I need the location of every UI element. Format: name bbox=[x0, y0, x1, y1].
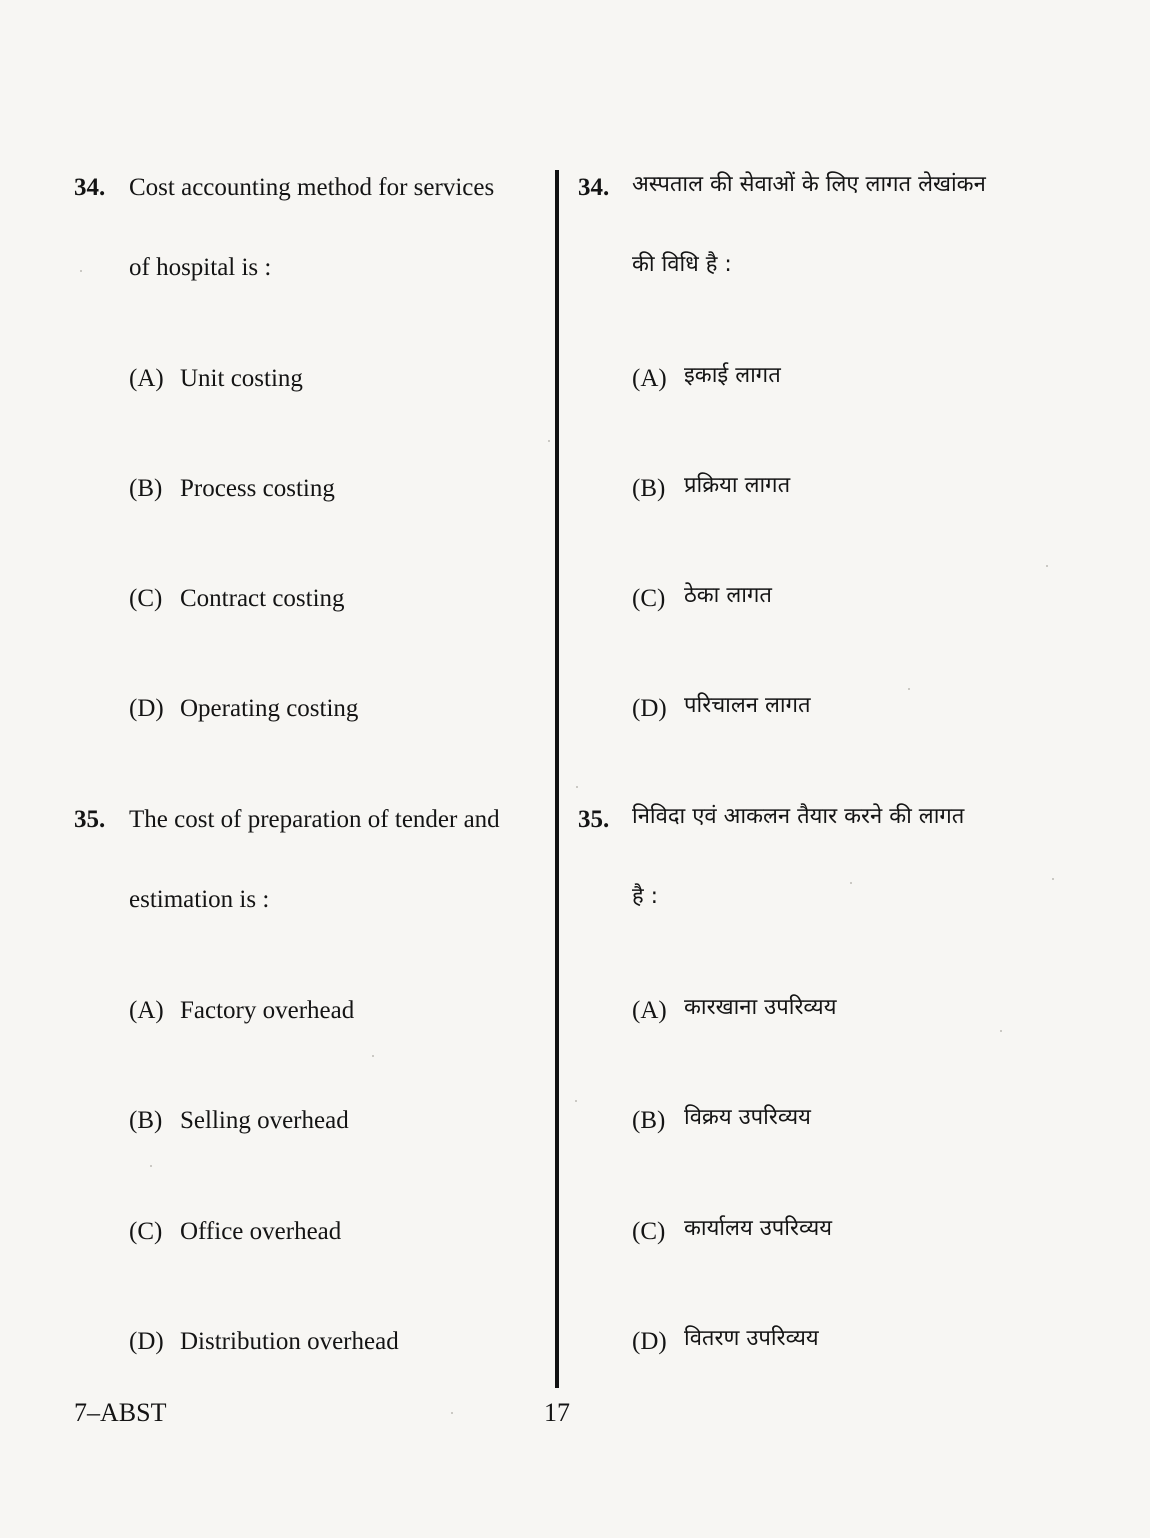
q34-option-c-text-en: Contract costing bbox=[180, 585, 345, 612]
q35-option-c-label-en: (C) bbox=[129, 1218, 163, 1245]
q34-option-c-label-hi: (C) bbox=[632, 585, 666, 612]
q35-option-c-text-en: Office overhead bbox=[180, 1218, 342, 1245]
q35-stem-hi-line2: है : bbox=[632, 884, 659, 909]
q34-option-d-label-hi: (D) bbox=[632, 695, 667, 722]
q35-option-b-text-hi: विक्रय उपरिव्यय bbox=[684, 1105, 811, 1130]
q35-number-hi: 35. bbox=[578, 806, 610, 833]
q34-stem-hi-line1: अस्पताल की सेवाओं के लिए लागत लेखांकन bbox=[632, 172, 986, 197]
scan-speck bbox=[548, 440, 550, 442]
scan-speck bbox=[850, 882, 852, 884]
q34-stem-en-line1: Cost accounting method for services bbox=[129, 174, 495, 201]
q35-option-a-text-hi: कारखाना उपरिव्यय bbox=[684, 995, 837, 1020]
q34-stem-hi-line2: की विधि है : bbox=[632, 252, 732, 277]
q34-option-b-text-hi: प्रक्रिया लागत bbox=[684, 473, 791, 498]
scan-speck bbox=[1052, 878, 1054, 880]
q35-option-a-label-en: (A) bbox=[129, 997, 164, 1024]
scan-speck bbox=[80, 270, 82, 272]
q35-option-d-text-hi: वितरण उपरिव्यय bbox=[684, 1326, 819, 1351]
scan-speck bbox=[575, 1100, 577, 1102]
booklet-code: 7–ABST bbox=[74, 1398, 167, 1427]
q34-option-c-label-en: (C) bbox=[129, 585, 163, 612]
q34-number-en: 34. bbox=[74, 174, 106, 201]
scan-speck bbox=[1000, 1030, 1002, 1032]
q34-option-a-text-en: Unit costing bbox=[180, 365, 303, 392]
q34-option-a-label-en: (A) bbox=[129, 365, 164, 392]
q34-option-b-label-en: (B) bbox=[129, 475, 163, 502]
q34-option-c-text-hi: ठेका लागत bbox=[684, 583, 772, 608]
q34-option-d-text-en: Operating costing bbox=[180, 695, 359, 722]
q35-option-a-text-en: Factory overhead bbox=[180, 997, 355, 1024]
q34-number-hi: 34. bbox=[578, 174, 610, 201]
q35-option-b-text-en: Selling overhead bbox=[180, 1107, 349, 1134]
scan-speck bbox=[150, 1165, 152, 1167]
q35-option-b-label-hi: (B) bbox=[632, 1107, 666, 1134]
q35-number-en: 35. bbox=[74, 806, 106, 833]
scan-speck bbox=[372, 1055, 374, 1057]
q35-option-d-label-en: (D) bbox=[129, 1328, 164, 1355]
q34-stem-en-line2: of hospital is : bbox=[129, 254, 272, 281]
q35-option-a-label-hi: (A) bbox=[632, 997, 667, 1024]
q34-option-b-text-en: Process costing bbox=[180, 475, 335, 502]
q35-option-b-label-en: (B) bbox=[129, 1107, 163, 1134]
q34-option-a-label-hi: (A) bbox=[632, 365, 667, 392]
q35-option-d-text-en: Distribution overhead bbox=[180, 1328, 399, 1355]
q35-option-c-label-hi: (C) bbox=[632, 1218, 666, 1245]
q35-stem-en-line1: The cost of preparation of tender and bbox=[129, 806, 500, 833]
scan-speck bbox=[1046, 565, 1048, 567]
q34-option-d-label-en: (D) bbox=[129, 695, 164, 722]
q34-option-a-text-hi: इकाई लागत bbox=[684, 363, 781, 388]
q34-option-d-text-hi: परिचालन लागत bbox=[684, 693, 811, 718]
q35-stem-hi-line1: निविदा एवं आकलन तैयार करने की लागत bbox=[632, 804, 965, 829]
q35-option-d-label-hi: (D) bbox=[632, 1328, 667, 1355]
column-divider bbox=[555, 170, 559, 1388]
scan-speck bbox=[908, 688, 910, 690]
q34-option-b-label-hi: (B) bbox=[632, 475, 666, 502]
q35-stem-en-line2: estimation is : bbox=[129, 886, 270, 913]
scan-speck bbox=[451, 1412, 453, 1414]
page-number: 17 bbox=[544, 1398, 570, 1427]
q35-option-c-text-hi: कार्यालय उपरिव्यय bbox=[684, 1216, 833, 1241]
scan-speck bbox=[576, 786, 578, 788]
